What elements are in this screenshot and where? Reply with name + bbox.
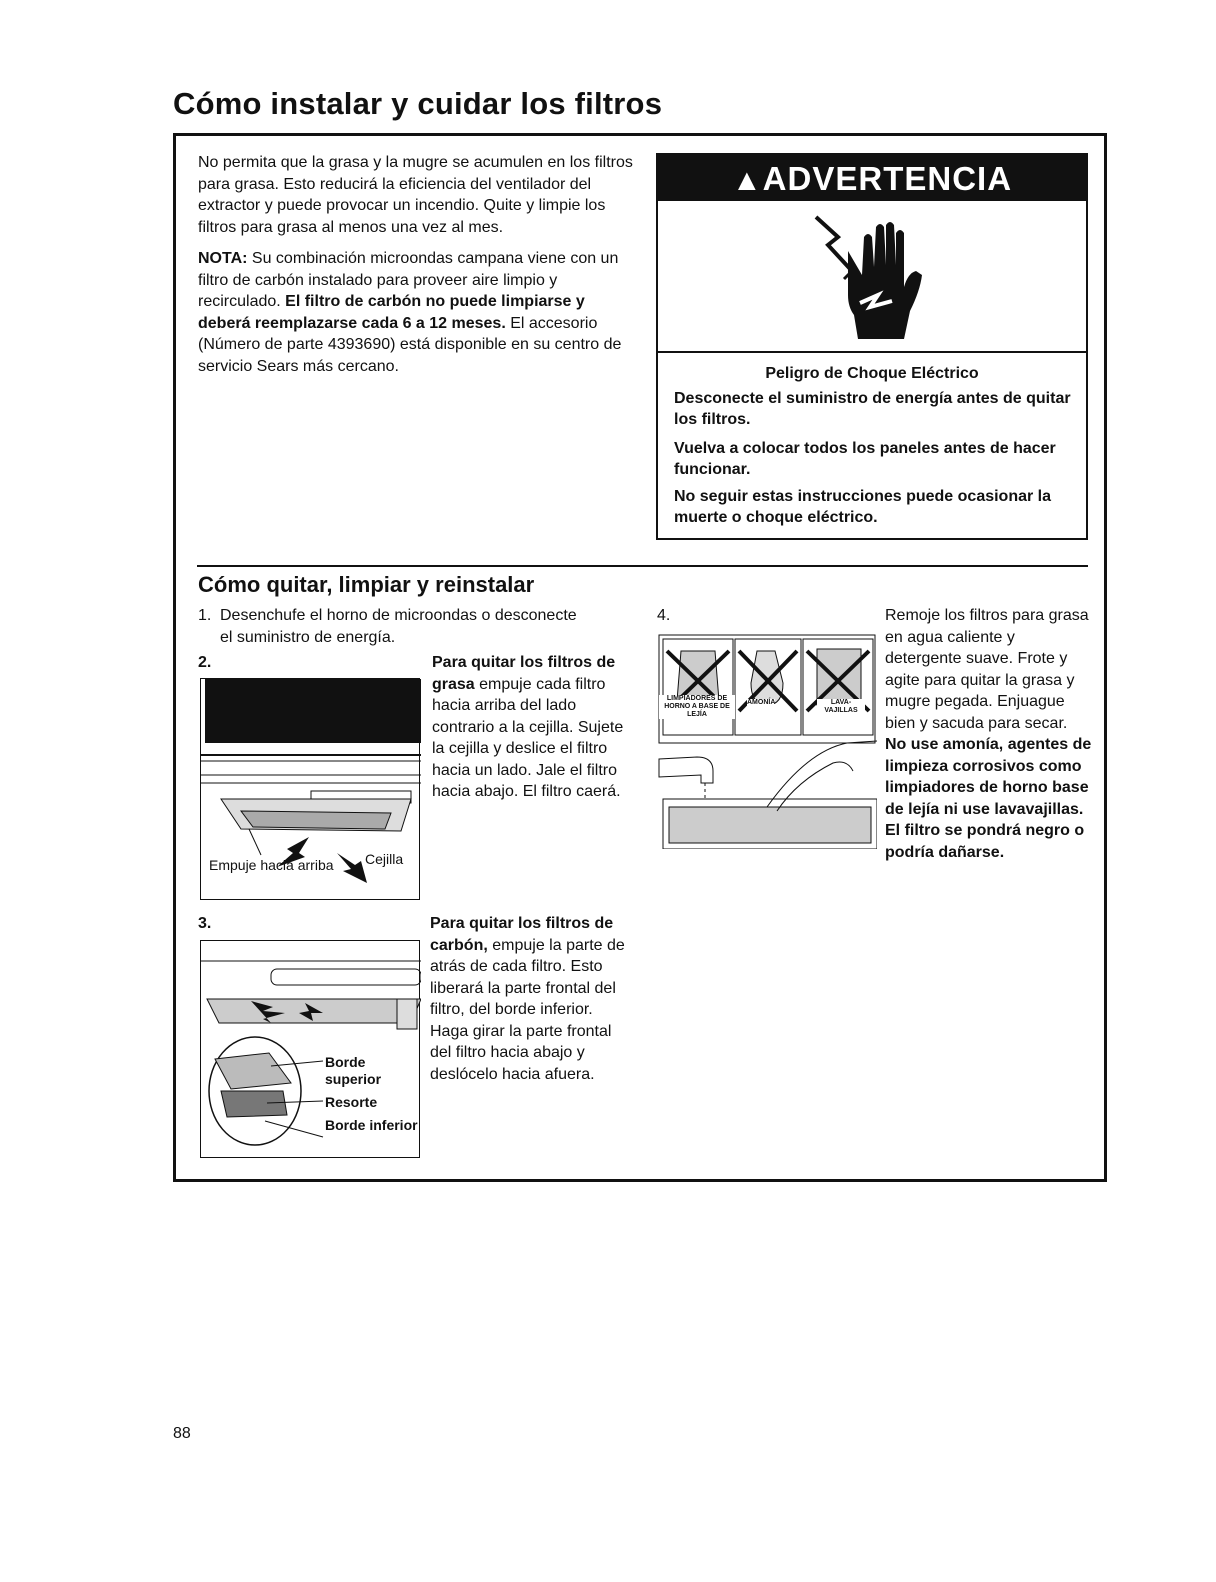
warning-line-1: Desconecte el suministro de energía antes de quitar los filtros. [674,390,1071,428]
section-heading: Cómo quitar, limpiar y reinstalar [198,572,535,597]
warning-header [658,155,1086,201]
step-3-body: empuje la parte de atrás de cada filtro. Esto liberará la parte frontal del filtro, del borde inferior. Haga girar la parte frontal del filtro hacia abajo y deslócelo hacia afuera. [430,936,625,1083]
soak-filter-illustration [657,631,877,849]
warning-box [656,153,1088,540]
label-tab: Cejilla [365,851,404,867]
note-text-2: El accesorio (Número de parte 4393690) está disponible en su centro de servicio Sears más cercano. [198,314,622,375]
note-text-1: Su combinación microondas campana viene con un filtro de carbón instalado para proveer aire limpio y recirculado. [198,250,619,310]
figure-grease-filter [200,678,420,900]
page-number: 88 [173,1425,191,1442]
step-3-number: 3. [198,915,212,932]
step-1-text: Desenchufe el horno de microondas o desconecte el suministro de energía. [220,607,577,646]
step-4-number: 4. [657,607,671,624]
page-title: Cómo instalar y cuidar los filtros [173,86,663,121]
warning-subtitle: Peligro de Choque Eléctrico [765,365,979,382]
figure-charcoal-filter [200,940,420,1158]
warning-triangle-icon: ▲ [731,164,763,197]
note-paragraph [198,248,634,377]
warning-header-text: ADVERTENCIA [762,160,1013,197]
warning-line-3: No seguir estas instrucciones puede ocasionar la muerte o choque eléctrico. [674,488,1052,526]
step-4-body: Remoje los filtros para grasa en agua caliente y detergente suave. Frote y agite para quitar la grasa y mugre pegada. Enjuague bien y sacuda para secar. [885,607,1089,732]
section-divider [197,565,1088,567]
note-bold: El filtro de carbón no puede limpiarse y deberá reemplazarse cada 6 a 12 meses. [198,293,585,332]
step-2-bold: Para quitar los filtros de grasa [432,654,616,693]
step-1-number: 1. [198,607,212,624]
step-3-bold: Para quitar los filtros de carbón, [430,915,614,954]
label-oven-cleaner: LIMPIADORES DE HORNO A BASE DE LEJÍA [659,695,735,719]
step-2-body: empuje cada filtro hacia arriba del lado contrario a la cejilla. Sujete la cejilla y deslice el filtro hacia un lado. Jale el filtro hacia abajo. El filtro caerá. [432,675,624,800]
warning-divider [658,351,1086,353]
label-top-edge: Borde superior [325,1054,382,1087]
figure-soak-filter [657,631,877,849]
step-4-bold: No use amonía, agentes de limpieza corrosivos como limpiadores de horno base de lejía ni use lavavajillas. El filtro se pondrá negro o podría dañarse. [885,736,1092,861]
label-push-up: Empuje hacia arriba [209,857,334,873]
note-label: NOTA: [198,250,248,267]
label-spring: Resorte [325,1094,378,1110]
label-dishwasher: LAVA-VAJILLAS [817,699,865,715]
electric-shock-hand-icon [808,211,928,341]
warning-line-2: Vuelva a colocar todos los paneles antes de hacer funcionar. [674,440,1056,478]
step-2-number: 2. [198,654,212,671]
label-ammonia: AMONÍA [747,699,776,706]
label-bottom-edge: Borde inferior [325,1117,418,1133]
intro-block [198,152,634,377]
intro-paragraph: No permita que la grasa y la mugre se acumulen en los filtros para grasa. Esto reducirá la eficiencia del ventilador del extractor y puede provocar un incendio. Quite y limpie los filtros para grasa al menos una vez al mes. [198,154,633,236]
